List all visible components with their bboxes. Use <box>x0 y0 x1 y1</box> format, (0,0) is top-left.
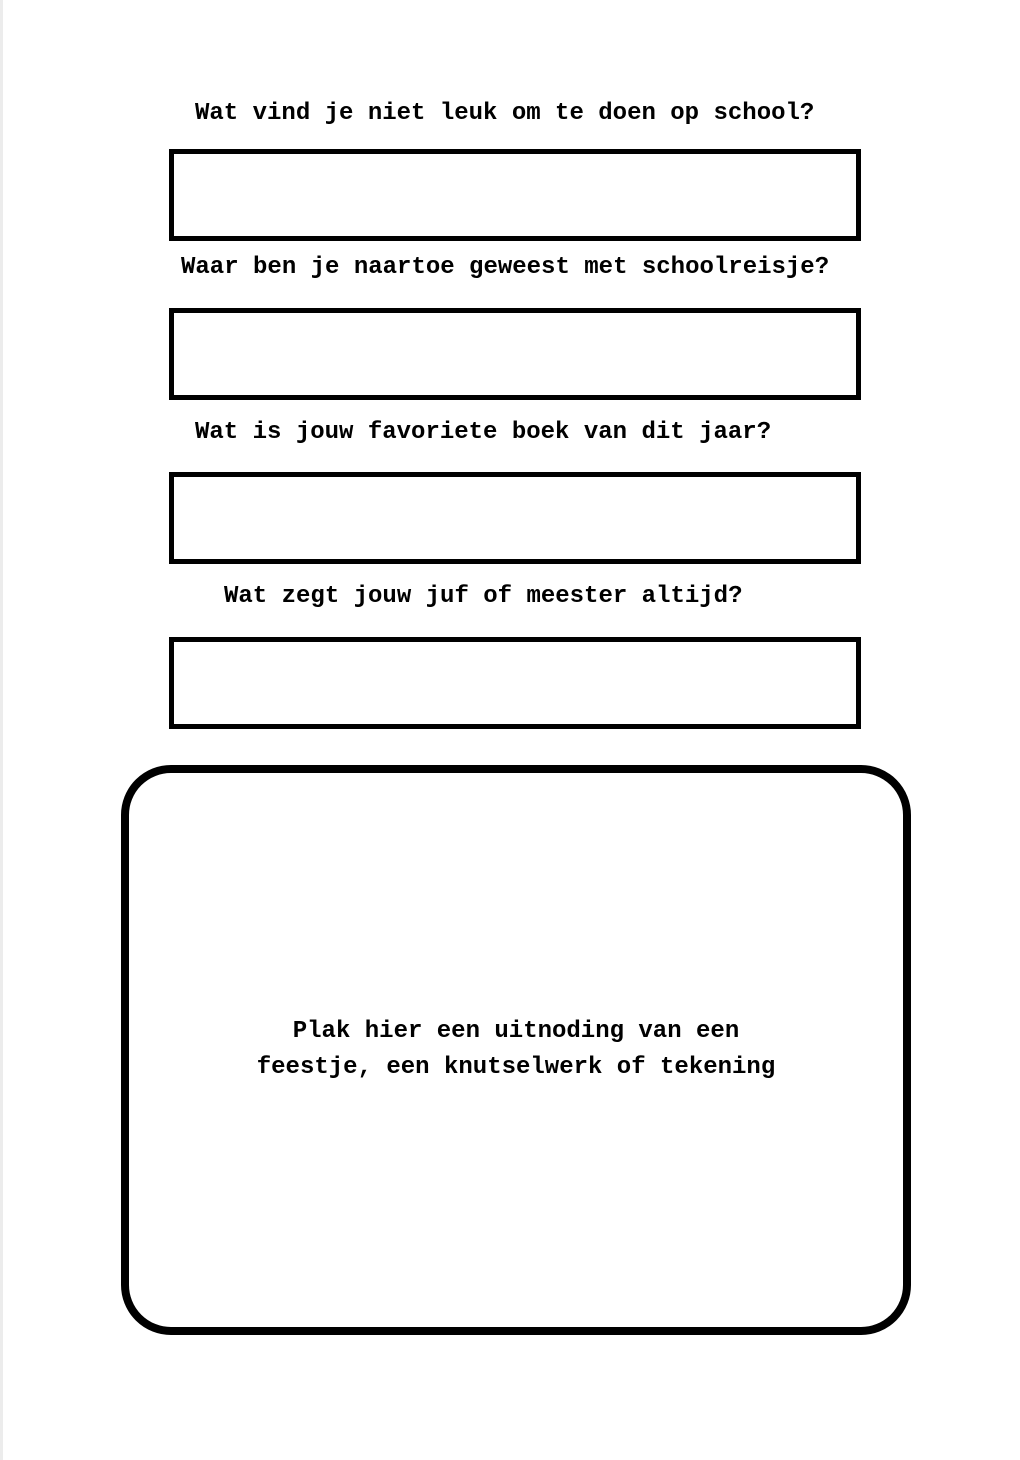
answer-box-4[interactable] <box>169 637 861 729</box>
answer-box-2[interactable] <box>169 308 861 400</box>
question-3-label: Wat is jouw favoriete boek van dit jaar? <box>195 419 772 446</box>
question-1-label: Wat vind je niet leuk om te doen op school? <box>195 100 815 127</box>
question-2-label: Waar ben je naartoe geweest met schoolreisje? <box>181 254 830 281</box>
paste-area-instruction: Plak hier een uitnoding van een feestje, een knutselwerk of tekening <box>256 1018 776 1081</box>
paste-area[interactable] <box>121 765 911 1335</box>
answer-box-1[interactable] <box>169 149 861 241</box>
page-edge <box>0 0 3 1460</box>
question-4-label: Wat zegt jouw juf of meester altijd? <box>224 583 743 610</box>
answer-box-3[interactable] <box>169 472 861 564</box>
